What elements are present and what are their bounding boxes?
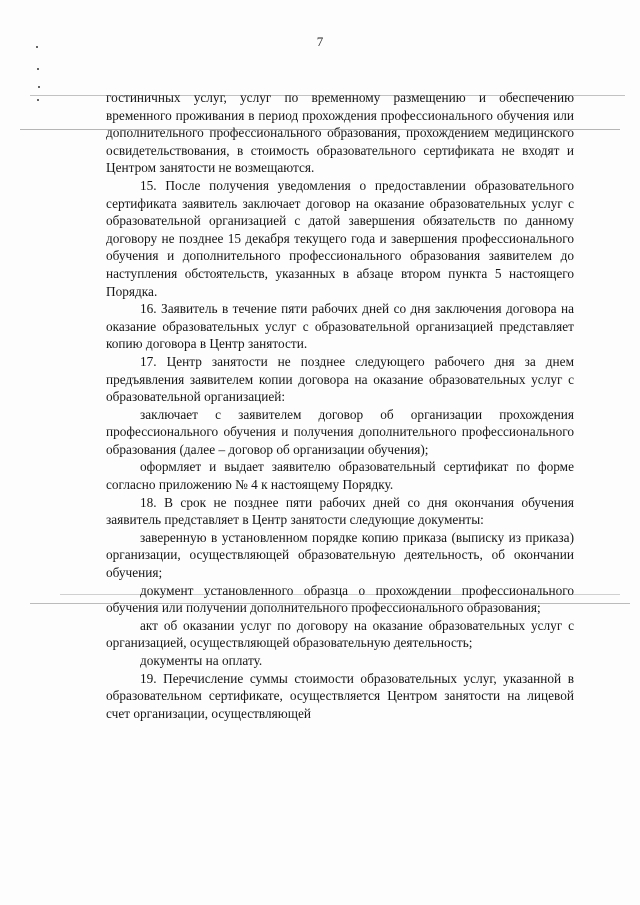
paragraph: оформляет и выдает заявителю образовательный сертификат по форме согласно приложению № 4 к настоящему Порядку. [106,459,574,493]
scan-artifact [36,46,38,48]
paragraph: гостиничных услуг, услуг по временному размещению и обеспечению временного проживания в период прохождения профессионального обучения или дополнительного профессионального образования, прохождением медицинского освидетельствования, в стоимость образовательного сертификата не входят и Центром занятости не возмещаются. [106,90,574,176]
body-text [106,89,574,722]
paragraph: 16. Заявитель в течение пяти рабочих дней со дня заключения договора на оказание образовательных услуг с образовательной организацией представляет копию договора в Центр занятости. [106,301,574,352]
paragraph: акт об оказании услуг по договору на оказание образовательных услуг с организацией, осуществляющей образовательную деятельность; [106,617,574,651]
paragraph: 18. В срок не позднее пяти рабочих дней со дня окончания обучения заявитель представляет в Центр занятости следующие документы: [106,494,574,528]
scan-artifact [37,68,39,70]
scan-artifact [38,86,40,88]
paragraph: документы на оплату. [140,653,263,668]
paragraph: 17. Центр занятости не позднее следующего рабочего дня за днем предъявления заявителем копии договора на оказание образовательных услуг с образовательной организацией: [106,353,574,405]
paragraph: 19. Перечисление суммы стоимости образовательных услуг, указанной в образовательном сертификате, осуществляется Центром занятости на лицевой счет организации, осуществляющей [106,670,574,721]
paragraph: документ установленного образца о прохождении профессионального обучения или получении дополнительного профессионального образования; [106,582,574,616]
paragraph: заключает с заявителем договор об организации прохождения профессионального обучения и получения дополнительного профессионального образования (далее – договор об организации обучения); [106,406,574,457]
page-number: 7 [316,34,324,49]
paragraph: заверенную в установленном порядке копию приказа (выписку из приказа) организации, осуществляющей образовательную деятельность, об окончании обучения; [106,529,574,581]
paragraph: 15. После получения уведомления о предоставлении образовательного сертификата заявитель заключает договор на оказание образовательных услуг с образовательной организацией с датой завершения обязательств по данному договору не позднее 15 декабря текущего года и завершения профессионального обучения и дополнительного профессионального образования заявителем до наступления обстоятельств, указанных в абзаце втором пункта 5 настоящего Порядка. [106,177,574,299]
scan-artifact [37,99,39,101]
